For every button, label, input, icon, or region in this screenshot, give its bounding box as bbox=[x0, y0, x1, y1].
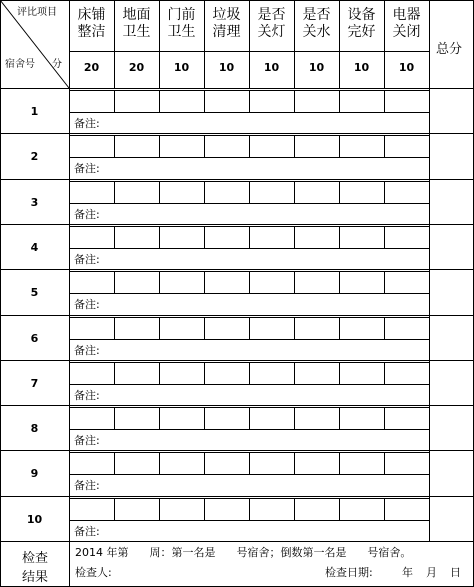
row-cell-divider bbox=[114, 90, 115, 112]
header-col-2: 地面 卫生 bbox=[122, 7, 151, 40]
row-note-label: 备注: bbox=[74, 479, 100, 492]
room-number: 1 bbox=[30, 105, 39, 118]
row-cell-divider bbox=[384, 407, 385, 429]
row-note-label: 备注: bbox=[74, 434, 100, 447]
row-cell-divider bbox=[114, 498, 115, 520]
row-cell-divider bbox=[114, 271, 115, 293]
row-cell-divider bbox=[249, 271, 250, 293]
room-number: 7 bbox=[30, 377, 39, 390]
row-cell-divider bbox=[339, 317, 340, 339]
row-cell-divider bbox=[294, 226, 295, 248]
row-cell-divider bbox=[159, 362, 160, 384]
date-year: 年 bbox=[402, 566, 413, 579]
footer-top-border bbox=[0, 541, 474, 542]
row-note-label: 备注: bbox=[74, 298, 100, 311]
total-column-divider bbox=[429, 0, 430, 541]
row-cell-divider bbox=[339, 226, 340, 248]
row-bottom-line bbox=[0, 450, 474, 451]
score-col-7: 10 bbox=[353, 61, 370, 74]
footer-label-line1: 检查 bbox=[22, 551, 49, 566]
row-cell-divider bbox=[114, 226, 115, 248]
row-cell-divider bbox=[339, 90, 340, 112]
row-cell-divider bbox=[159, 317, 160, 339]
row-cell-divider bbox=[384, 317, 385, 339]
row-note-label: 备注: bbox=[74, 389, 100, 402]
row-cell-divider bbox=[204, 271, 205, 293]
room-number: 3 bbox=[30, 196, 39, 209]
row-cell-divider bbox=[294, 135, 295, 157]
footer-label-line2: 结果 bbox=[22, 570, 49, 585]
row-cell-divider bbox=[204, 135, 205, 157]
date-month: 月 bbox=[426, 566, 437, 579]
row-note-label: 备注: bbox=[74, 525, 100, 538]
row-cell-divider bbox=[249, 317, 250, 339]
row-cell-divider bbox=[159, 90, 160, 112]
row-cell-divider bbox=[294, 317, 295, 339]
row-mid-line bbox=[69, 203, 429, 204]
row-cell-divider bbox=[339, 271, 340, 293]
inspection-date-label: 检查日期: bbox=[325, 566, 373, 579]
row-cell-divider bbox=[249, 226, 250, 248]
header-bottom-border bbox=[0, 88, 474, 89]
corner-score-label: 分 bbox=[52, 59, 62, 70]
row-cell-divider bbox=[114, 362, 115, 384]
row-cell-divider bbox=[159, 498, 160, 520]
row-cell-divider bbox=[294, 362, 295, 384]
header-col-4: 垃圾 清理 bbox=[212, 7, 241, 40]
room-number: 4 bbox=[30, 241, 39, 254]
row-cell-divider bbox=[384, 181, 385, 203]
row-cell-divider bbox=[249, 362, 250, 384]
header-col-8: 电器 关闭 bbox=[392, 7, 421, 40]
room-number: 10 bbox=[26, 513, 43, 526]
row-note-label: 备注: bbox=[74, 162, 100, 175]
header-col-1: 床铺 整洁 bbox=[77, 7, 106, 40]
row-bottom-line bbox=[0, 269, 474, 270]
row-cell-divider bbox=[204, 498, 205, 520]
row-cell-divider bbox=[294, 407, 295, 429]
row-cell-divider bbox=[249, 90, 250, 112]
room-number: 2 bbox=[30, 150, 39, 163]
row-cell-divider bbox=[159, 271, 160, 293]
row-cell-divider bbox=[204, 407, 205, 429]
row-cell-divider bbox=[114, 135, 115, 157]
row-cell-divider bbox=[249, 135, 250, 157]
row-cell-divider bbox=[249, 181, 250, 203]
row-cell-divider bbox=[204, 362, 205, 384]
row-cell-divider bbox=[294, 271, 295, 293]
row-note-label: 备注: bbox=[74, 208, 100, 221]
row-cell-divider bbox=[384, 90, 385, 112]
row-cell-divider bbox=[384, 135, 385, 157]
row-cell-divider bbox=[114, 181, 115, 203]
row-cell-divider bbox=[249, 407, 250, 429]
weekly-result-line: 2014 年第 周：第一名是 号宿舍；倒数第一名是 号宿舍。 bbox=[75, 546, 412, 559]
row-note-label: 备注: bbox=[74, 344, 100, 357]
row-cell-divider bbox=[294, 498, 295, 520]
row-cell-divider bbox=[159, 452, 160, 474]
row-cell-divider bbox=[159, 407, 160, 429]
score-col-8: 10 bbox=[398, 61, 415, 74]
row-cell-divider bbox=[204, 452, 205, 474]
row-cell-divider bbox=[294, 90, 295, 112]
row-cell-divider bbox=[384, 362, 385, 384]
row-mid-line bbox=[69, 520, 429, 521]
row-cell-divider bbox=[159, 226, 160, 248]
score-col-4: 10 bbox=[218, 61, 235, 74]
score-col-2: 20 bbox=[128, 61, 145, 74]
header-col-6: 是否 关水 bbox=[302, 7, 331, 40]
header-col-5: 是否 关灯 bbox=[257, 7, 286, 40]
row-note-label: 备注: bbox=[74, 117, 100, 130]
row-mid-line bbox=[69, 384, 429, 385]
row-mid-line bbox=[69, 293, 429, 294]
row-cell-divider bbox=[114, 317, 115, 339]
inspector-label: 检查人: bbox=[75, 566, 112, 579]
row-cell-divider bbox=[204, 90, 205, 112]
score-col-6: 10 bbox=[308, 61, 325, 74]
row-cell-divider bbox=[249, 452, 250, 474]
row-cell-divider bbox=[114, 407, 115, 429]
room-number: 6 bbox=[30, 332, 39, 345]
table-top-border bbox=[0, 0, 474, 1]
row-bottom-line bbox=[0, 224, 474, 225]
row-cell-divider bbox=[204, 181, 205, 203]
row-cell-divider bbox=[114, 452, 115, 474]
score-col-1: 20 bbox=[83, 61, 100, 74]
corner-top-label: 评比项目 bbox=[17, 7, 57, 18]
row-cell-divider bbox=[204, 226, 205, 248]
row-cell-divider bbox=[159, 135, 160, 157]
row-cell-divider bbox=[384, 226, 385, 248]
score-col-5: 10 bbox=[263, 61, 280, 74]
header-col-3: 门前 卫生 bbox=[167, 7, 196, 40]
room-number: 5 bbox=[30, 286, 39, 299]
row-cell-divider bbox=[339, 181, 340, 203]
row-cell-divider bbox=[339, 407, 340, 429]
row-mid-line bbox=[69, 474, 429, 475]
date-day: 日 bbox=[450, 566, 461, 579]
row-cell-divider bbox=[339, 135, 340, 157]
row-cell-divider bbox=[294, 181, 295, 203]
row-cell-divider bbox=[339, 452, 340, 474]
score-col-3: 10 bbox=[173, 61, 190, 74]
row-cell-divider bbox=[249, 498, 250, 520]
row-mid-line bbox=[69, 248, 429, 249]
header-col-7: 设备 完好 bbox=[347, 7, 376, 40]
row-cell-divider bbox=[384, 498, 385, 520]
row-bottom-line bbox=[0, 315, 474, 316]
row-mid-line bbox=[69, 429, 429, 430]
row-cell-divider bbox=[159, 181, 160, 203]
row-bottom-line bbox=[0, 405, 474, 406]
row-note-label: 备注: bbox=[74, 253, 100, 266]
row-bottom-line bbox=[0, 496, 474, 497]
row-bottom-line bbox=[0, 179, 474, 180]
row-cell-divider bbox=[204, 317, 205, 339]
row-mid-line bbox=[69, 339, 429, 340]
room-number: 9 bbox=[30, 467, 39, 480]
row-bottom-line bbox=[0, 133, 474, 134]
total-score-label: 总分 bbox=[436, 42, 463, 57]
corner-room-label: 宿舍号 bbox=[5, 59, 35, 70]
row-cell-divider bbox=[339, 498, 340, 520]
row-cell-divider bbox=[384, 271, 385, 293]
row-mid-line bbox=[69, 157, 429, 158]
room-number: 8 bbox=[30, 422, 39, 435]
row-cell-divider bbox=[294, 452, 295, 474]
row-bottom-line bbox=[0, 360, 474, 361]
row-cell-divider bbox=[339, 362, 340, 384]
row-cell-divider bbox=[384, 452, 385, 474]
row-mid-line bbox=[69, 112, 429, 113]
